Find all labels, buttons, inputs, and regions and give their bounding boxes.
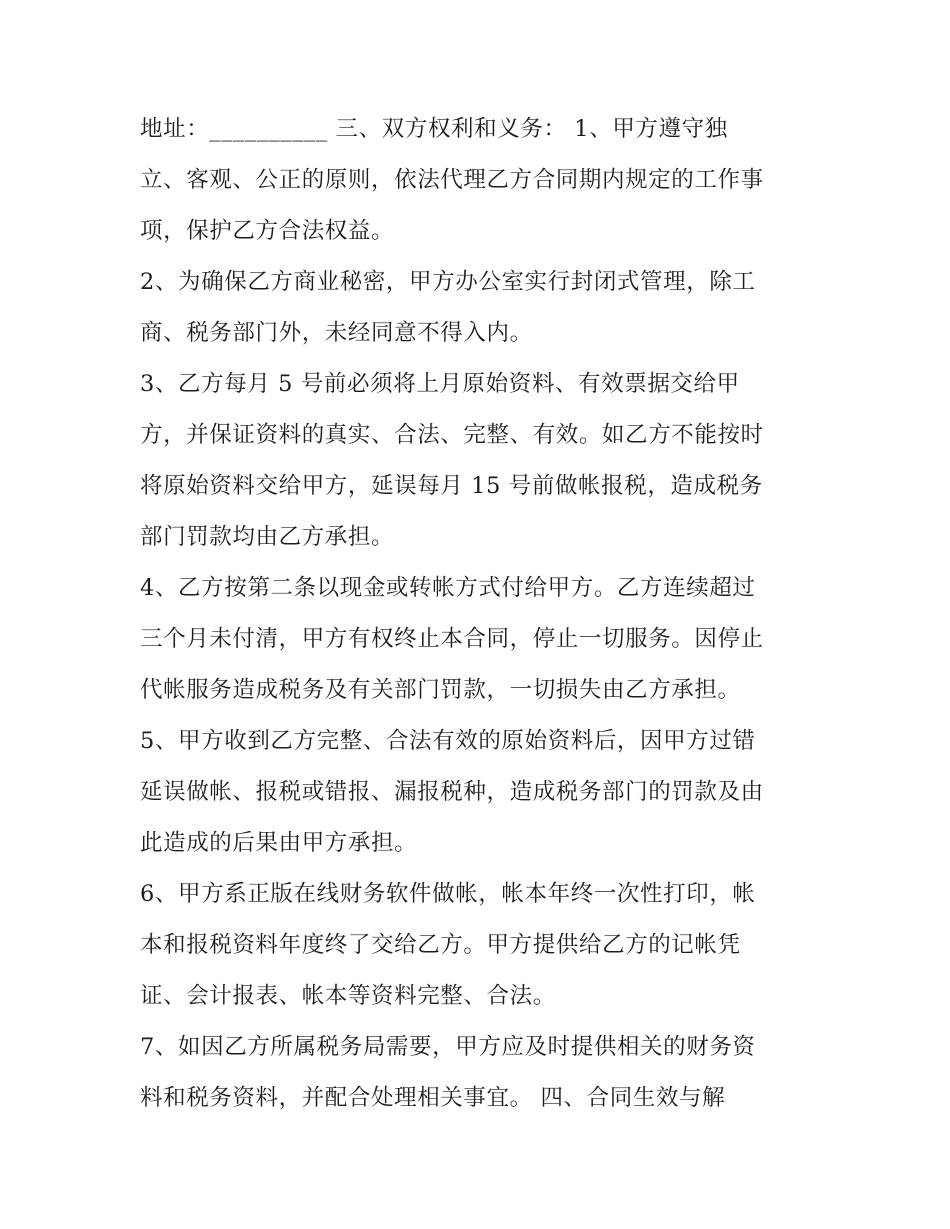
text-line: 延误做帐、报税或错报、漏报税种，造成税务部门的罚款及由 [140,779,764,805]
text-line: 证、会计报表、帐本等资料完整、合法。 [140,983,556,1009]
text-line: 代帐服务造成税务及有关部门罚款，一切损失由乙方承担。 [140,677,741,703]
text-line: 2、为确保乙方商业秘密，甲方办公室实行封闭式管理，除工 [140,269,756,295]
text-line: 地址：__________ 三、双方权利和义务： 1、甲方遵守独 [140,116,728,142]
text-line: 商、税务部门外，未经同意不得入内。 [140,320,533,346]
text-line: 将原始资料交给甲方，延误每月 15 号前做帐报税，造成税务 [140,473,763,499]
text-line: 5、甲方收到乙方完整、合法有效的原始资料后，因甲方过错 [140,728,756,754]
contract-text-body [140,104,820,1124]
text-line: 3、乙方每月 5 号前必须将上月原始资料、有效票据交给甲 [140,371,740,397]
text-line: 6、甲方系正版在线财务软件做帐，帐本年终一次性打印，帐 [140,881,756,907]
text-line: 本和报税资料年度终了交给乙方。甲方提供给乙方的记帐凭 [140,932,741,958]
text-line: 项，保护乙方合法权益。 [140,218,395,244]
text-line: 立、客观、公正的原则，依法代理乙方合同期内规定的工作事 [140,167,764,193]
text-line: 三个月未付清，甲方有权终止本合同，停止一切服务。因停止 [140,626,764,652]
text-line: 7、如因乙方所属税务局需要，甲方应及时提供相关的财务资 [140,1034,756,1060]
text-line: 料和税务资料，并配合处理相关事宜。 四、合同生效与解 [140,1085,726,1111]
text-line: 方，并保证资料的真实、合法、完整、有效。如乙方不能按时 [140,422,764,448]
text-line: 部门罚款均由乙方承担。 [140,524,395,550]
text-line: 此造成的后果由甲方承担。 [140,830,418,856]
text-line: 4、乙方按第二条以现金或转帐方式付给甲方。乙方连续超过 [140,575,756,601]
